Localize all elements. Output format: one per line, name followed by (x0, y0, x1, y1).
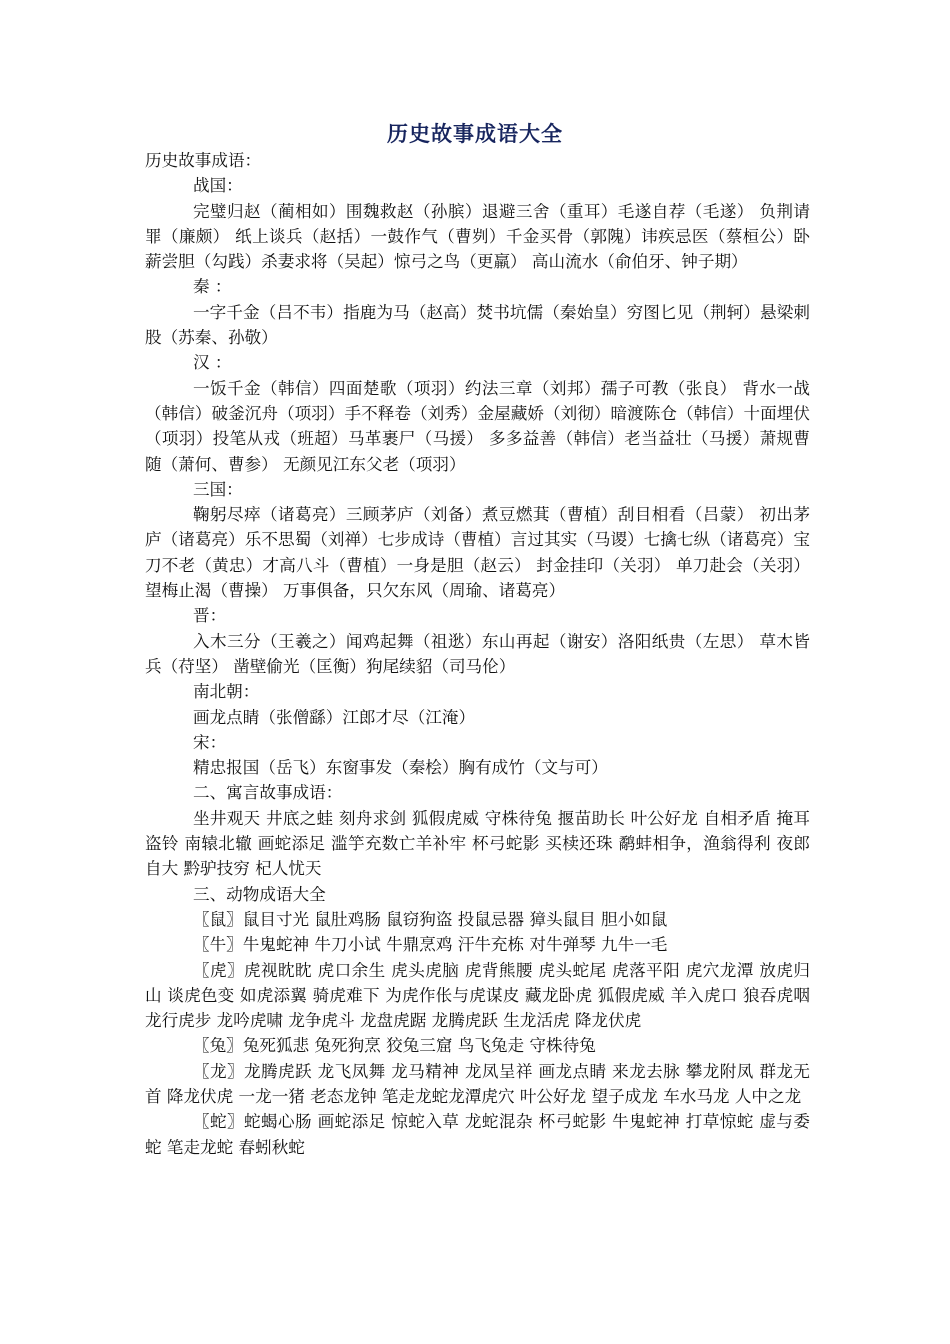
document-paragraph: 入木三分（王羲之）闻鸡起舞（祖逖）东山再起（谢安）洛阳纸贵（左思） 草木皆兵（苻坚） 凿壁偷光（匡衡）狗尾续貂（司马伦） (145, 631, 810, 676)
document-paragraph: 完璧归赵（蔺相如）围魏救赵（孙膑）退避三舍（重耳）毛遂自荐（毛遂） 负荆请罪（廉颇） 纸上谈兵（赵括）一鼓作气（曹刿）千金买骨（郭隗）讳疾忌医（蔡桓公）卧薪尝胆（勾践）杀妻求将（吴起）惊弓之鸟（更羸） 高山流水（俞伯牙、钟子期） (145, 201, 810, 272)
document-paragraph: 历史故事成语： (145, 151, 262, 170)
document-paragraph: 三、动物成语大全 (193, 884, 326, 904)
document-paragraph: 南北朝： (193, 682, 260, 702)
document-paragraph: 〖蛇〗蛇蝎心肠 画蛇添足 惊蛇入草 龙蛇混杂 杯弓蛇影 牛鬼蛇神 打草惊蛇 虚与委蛇 笔走龙蛇 春蚓秋蛇 (145, 1112, 810, 1157)
document-paragraph: 〖牛〗牛鬼蛇神 牛刀小试 牛鼎烹鸡 汗牛充栋 对牛弹琴 九牛一毛 (193, 935, 668, 955)
document-paragraph: 秦 ： (193, 277, 232, 297)
document-paragraph: 二、寓言故事成语： (193, 783, 343, 803)
document-paragraph: 三国： (193, 479, 243, 499)
document-paragraph: 精忠报国（岳飞）东窗事发（秦桧）胸有成竹（文与可） (193, 758, 608, 778)
document-paragraph: 战国： (193, 176, 243, 196)
document-body (145, 148, 810, 1160)
document-paragraph: 鞠躬尽瘁（诸葛亮）三顾茅庐（刘备）煮豆燃萁（曹植）刮目相看（吕蒙） 初出茅庐（诸葛亮）乐不思蜀（刘禅）七步成诗（曹植）言过其实（马谡）七擒七纵（诸葛亮）宝刀不老（黄忠）才高八斗（曹植）一身是胆（赵云） 封金挂印（关羽） 单刀赴会（关羽） 望梅止渴（曹操） 万事俱备，只欠东风（周瑜、诸葛亮） (145, 505, 810, 601)
document-paragraph: 宋： (193, 732, 227, 752)
document-title: 历史故事成语大全 (387, 122, 563, 146)
document-paragraph: 汉 ： (193, 353, 232, 373)
document-paragraph: 〖鼠〗鼠目寸光 鼠肚鸡肠 鼠窃狗盗 投鼠忌器 獐头鼠目 胆小如鼠 (193, 909, 668, 929)
document-paragraph: 坐井观天 井底之蛙 刻舟求剑 狐假虎威 守株待兔 揠苗助长 叶公好龙 自相矛盾 掩耳盗铃 南辕北辙 画蛇添足 滥竽充数亡羊补牢 杯弓蛇影 买椟还珠 鹬蚌相争，渔翁得利 夜郎自大 黔驴技穷 杞人忧天 (145, 808, 810, 879)
document-paragraph: 〖兔〗兔死狐悲 兔死狗烹 狡兔三窟 鸟飞兔走 守株待兔 (193, 1036, 596, 1056)
document-paragraph: 一字千金（吕不韦）指鹿为马（赵高）焚书坑儒（秦始皇）穷图匕见（荆轲）悬梁刺股（苏秦、孙敬） (145, 302, 810, 348)
document-paragraph: 画龙点睛（张僧繇）江郎才尽（江淹） (193, 707, 476, 727)
document-paragraph: 一饭千金（韩信）四面楚歌（项羽）约法三章（刘邦）孺子可教（张良） 背水一战（韩信）破釜沉舟（项羽）手不释卷（刘秀）金屋藏娇（刘彻）暗渡陈仓（韩信）十面埋伏（项羽）投笔从戎（班超）马革裹尸（马援） 多多益善（韩信）老当益壮（马援）萧规曹随（萧何、曹参） 无颜见江东父老（项羽） (145, 378, 810, 474)
document-paragraph: 晋： (193, 606, 227, 626)
document-paragraph: 〖虎〗虎视眈眈 虎口余生 虎头虎脑 虎背熊腰 虎头蛇尾 虎落平阳 虎穴龙潭 放虎归山 谈虎色变 如虎添翼 骑虎难下 为虎作伥与虎谋皮 藏龙卧虎 狐假虎威 羊入虎口 狼吞虎咽 龙行虎步 龙吟虎啸 龙争虎斗 龙盘虎踞 龙腾虎跃 生龙活虎 降龙伏虎 (145, 960, 810, 1031)
document-paragraph: 〖龙〗龙腾虎跃 龙飞凤舞 龙马精神 龙凤呈祥 画龙点睛 来龙去脉 攀龙附凤 群龙无首 降龙伏虎 一龙一猪 老态龙钟 笔走龙蛇龙潭虎穴 叶公好龙 望子成龙 车水马龙 人中之龙 (145, 1061, 810, 1106)
